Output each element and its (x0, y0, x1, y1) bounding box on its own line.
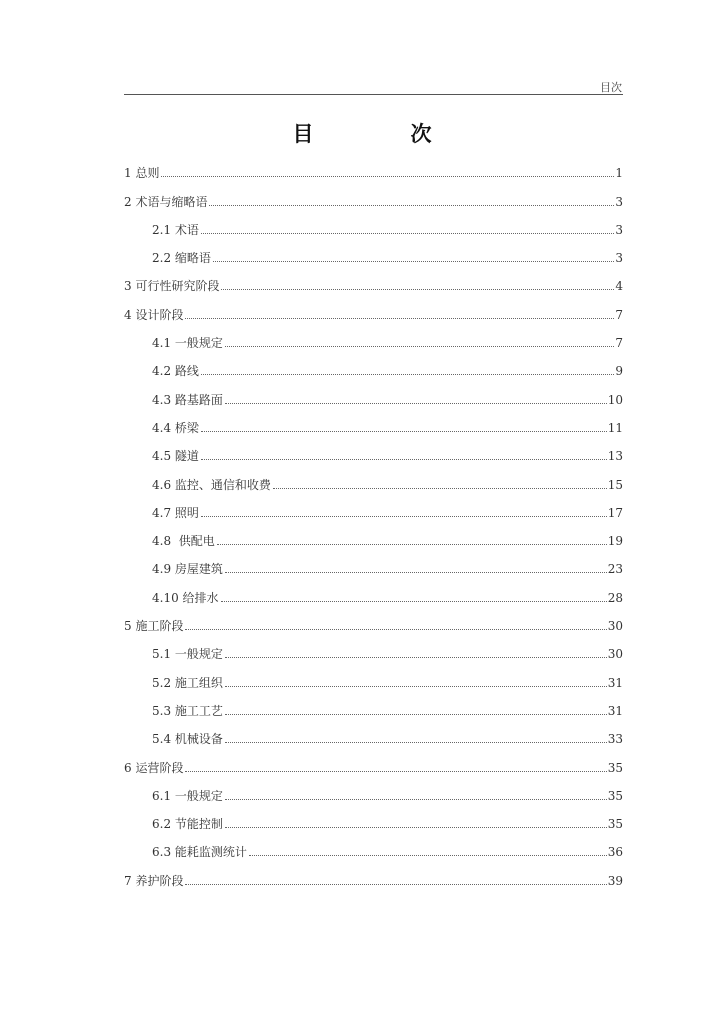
toc-leader-dots (221, 601, 607, 602)
page-title: 目 次 (292, 122, 470, 146)
toc-entry-page: 9 (615, 364, 623, 379)
toc-entry-title: 4.4 桥梁 (152, 420, 199, 435)
toc-entry-title: 5.2 施工组织 (152, 675, 223, 690)
toc-entry-page: 15 (607, 477, 623, 492)
toc-entry-title: 4.1 一般规定 (152, 336, 223, 351)
toc-entry-title: 2.1 术语 (152, 222, 199, 237)
toc-leader-dots (225, 346, 614, 347)
toc-leader-dots (209, 205, 614, 206)
toc-entry-page: 3 (615, 194, 623, 209)
toc-entry-title: 5 施工阶段 (124, 619, 184, 634)
toc-entry[interactable] (124, 580, 623, 608)
toc-entry-page: 17 (607, 505, 623, 520)
toc-entry[interactable] (124, 269, 623, 297)
toc-entry-title: 1 总则 (124, 166, 160, 181)
toc-leader-dots (185, 771, 606, 772)
toc-entry[interactable] (124, 665, 623, 693)
running-header: 目次 (600, 81, 622, 94)
toc-entry-page: 1 (615, 166, 623, 181)
toc-entry[interactable] (124, 382, 623, 410)
toc-entry-title: 6.2 节能控制 (152, 817, 223, 832)
toc-leader-dots (201, 431, 607, 432)
toc-entry-title: 4.6 监控、通信和收费 (152, 477, 271, 492)
toc-entry-page: 11 (607, 420, 623, 435)
toc-entry-page: 35 (607, 817, 623, 832)
toc-entry-title: 7 养护阶段 (124, 873, 184, 888)
toc-leader-dots (225, 686, 607, 687)
toc-entry[interactable] (124, 694, 623, 722)
toc-entry[interactable] (124, 835, 623, 863)
toc-entry[interactable] (124, 184, 623, 212)
toc-entry[interactable] (124, 213, 623, 241)
toc-entry-page: 33 (607, 732, 623, 747)
toc-entry-page: 39 (607, 873, 623, 888)
toc-entry[interactable] (124, 411, 623, 439)
toc-leader-dots (201, 233, 614, 234)
toc-leader-dots (185, 884, 606, 885)
toc-leader-dots (225, 827, 607, 828)
toc-leader-dots (201, 516, 607, 517)
toc-entry-page: 35 (607, 760, 623, 775)
toc-entry-title: 3 可行性研究阶段 (124, 279, 220, 294)
toc-leader-dots (217, 544, 607, 545)
toc-entry-title: 5.3 施工工艺 (152, 703, 223, 718)
toc-entry-page: 28 (607, 590, 623, 605)
toc-entry-page: 19 (607, 534, 623, 549)
toc-entry-page: 30 (607, 647, 623, 662)
toc-leader-dots (201, 459, 607, 460)
toc-entry-title: 6 运营阶段 (124, 760, 184, 775)
toc-entry-title: 4 设计阶段 (124, 307, 184, 322)
toc-leader-dots (225, 799, 607, 800)
toc-entry-page: 4 (615, 279, 623, 294)
toc-entry-title: 6.3 能耗监测统计 (152, 845, 247, 860)
toc-entry[interactable] (124, 156, 623, 184)
header-rule (124, 94, 623, 95)
toc-entry-page: 13 (607, 449, 623, 464)
toc-entry-title: 4.9 房屋建筑 (152, 562, 223, 577)
toc-entry-title: 4.7 照明 (152, 505, 199, 520)
toc-entry[interactable] (124, 326, 623, 354)
toc-entry-page: 3 (615, 251, 623, 266)
table-of-contents (124, 156, 623, 892)
toc-leader-dots (225, 742, 607, 743)
toc-leader-dots (213, 261, 614, 262)
toc-entry-page: 23 (607, 562, 623, 577)
toc-entry-title: 4.10 给排水 (152, 590, 219, 605)
toc-entry[interactable] (124, 807, 623, 835)
toc-entry[interactable] (124, 241, 623, 269)
toc-leader-dots (249, 855, 607, 856)
toc-entry[interactable] (124, 354, 623, 382)
toc-leader-dots (185, 629, 606, 630)
toc-entry-page: 35 (607, 788, 623, 803)
toc-entry-title: 2 术语与缩略语 (124, 194, 208, 209)
toc-leader-dots (225, 714, 607, 715)
toc-entry[interactable] (124, 439, 623, 467)
toc-entry[interactable] (124, 552, 623, 580)
toc-entry-page: 31 (607, 703, 623, 718)
toc-entry[interactable] (124, 779, 623, 807)
toc-entry-title: 5.1 一般规定 (152, 647, 223, 662)
toc-entry-title: 2.2 缩略语 (152, 251, 211, 266)
toc-entry[interactable] (124, 496, 623, 524)
toc-entry-page: 36 (607, 845, 623, 860)
toc-entry-page: 31 (607, 675, 623, 690)
toc-entry[interactable] (124, 637, 623, 665)
toc-entry-page: 30 (607, 619, 623, 634)
toc-entry[interactable] (124, 609, 623, 637)
toc-entry[interactable] (124, 524, 623, 552)
toc-leader-dots (185, 318, 614, 319)
toc-entry-title: 5.4 机械设备 (152, 732, 223, 747)
toc-entry-title: 4.5 隧道 (152, 449, 199, 464)
toc-leader-dots (225, 403, 607, 404)
toc-entry[interactable] (124, 722, 623, 750)
toc-entry[interactable] (124, 297, 623, 325)
toc-entry-title: 4.8 供配电 (152, 534, 215, 549)
toc-entry-page: 10 (607, 392, 623, 407)
toc-leader-dots (225, 657, 607, 658)
toc-leader-dots (221, 289, 614, 290)
toc-entry-page: 7 (615, 307, 623, 322)
toc-entry[interactable] (124, 750, 623, 778)
toc-entry-page: 7 (615, 336, 623, 351)
toc-leader-dots (161, 176, 614, 177)
toc-entry-title: 4.2 路线 (152, 364, 199, 379)
toc-leader-dots (225, 572, 607, 573)
toc-leader-dots (273, 488, 607, 489)
toc-entry[interactable] (124, 467, 623, 495)
toc-entry-page: 3 (615, 222, 623, 237)
toc-entry-title: 4.3 路基路面 (152, 392, 223, 407)
toc-entry[interactable] (124, 863, 623, 891)
toc-entry-title: 6.1 一般规定 (152, 788, 223, 803)
toc-leader-dots (201, 374, 614, 375)
